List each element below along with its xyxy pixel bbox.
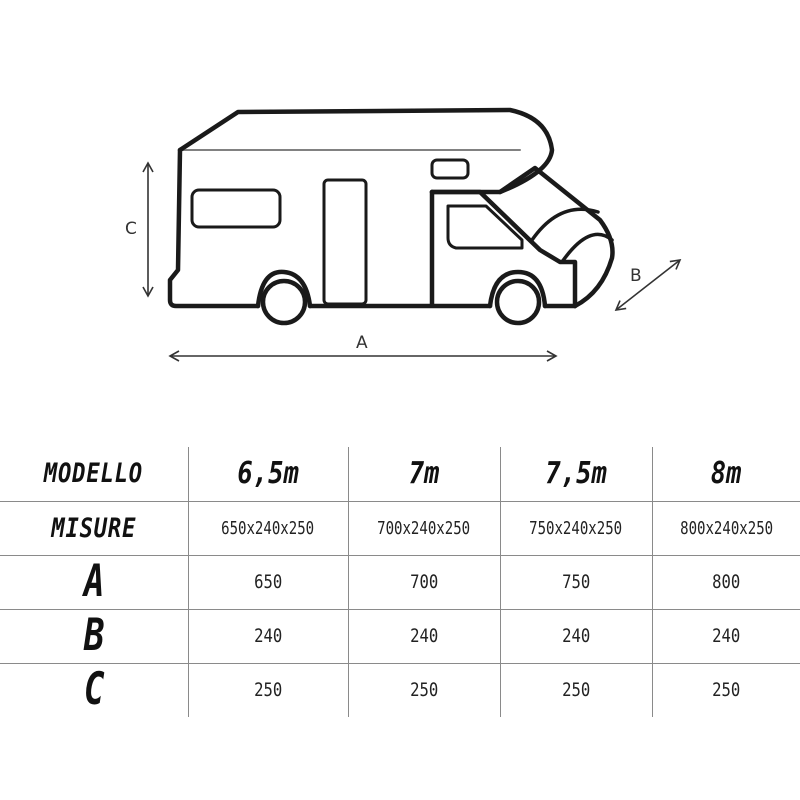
cab-window xyxy=(448,206,522,248)
model-label: 6,5m xyxy=(237,456,299,492)
row-label-a: A xyxy=(83,556,105,607)
camper-outline xyxy=(170,110,613,323)
modello-label: MODELLO xyxy=(44,458,144,490)
header-modello-cell xyxy=(0,447,188,501)
misure-value: 700x240x250 xyxy=(377,517,471,539)
misure-cell xyxy=(652,501,800,555)
misure-value: 750x240x250 xyxy=(529,517,623,539)
table-header-row xyxy=(0,447,800,501)
cell-value: 250 xyxy=(409,679,439,702)
misure-value: 800x240x250 xyxy=(679,517,773,539)
model-cell xyxy=(348,447,500,501)
misure-cell xyxy=(500,501,652,555)
table-cell xyxy=(652,663,800,717)
misure-label: MISURE xyxy=(51,512,137,544)
row-label-c: C xyxy=(83,664,105,716)
model-cell xyxy=(188,447,348,501)
cell-value: 240 xyxy=(712,625,741,647)
table-cell xyxy=(348,663,500,717)
table-cell xyxy=(500,663,652,717)
cell-value: 700 xyxy=(409,571,439,593)
model-cell xyxy=(500,447,652,501)
table-cell xyxy=(348,609,500,663)
side-window xyxy=(192,190,280,227)
misure-cell xyxy=(188,501,348,555)
overcab-window xyxy=(432,160,468,178)
rear-wheel xyxy=(263,281,305,323)
table-row-b xyxy=(0,609,800,663)
table-cell xyxy=(188,555,348,609)
misure-cell xyxy=(348,501,500,555)
table-row-misure xyxy=(0,501,800,555)
table-cell xyxy=(652,555,800,609)
misure-value: 650x240x250 xyxy=(221,517,315,539)
row-label-cell xyxy=(0,555,188,609)
model-label: 8m xyxy=(710,456,742,492)
cell-value: 250 xyxy=(712,679,741,702)
size-table xyxy=(0,447,800,717)
table-cell xyxy=(500,555,652,609)
model-label: 7,5m xyxy=(545,456,607,492)
dimension-label-c: C xyxy=(125,219,137,239)
cell-value: 240 xyxy=(561,625,591,647)
table-cell xyxy=(188,609,348,663)
cell-value: 240 xyxy=(253,625,283,647)
table-cell xyxy=(348,555,500,609)
table-cell xyxy=(652,609,800,663)
table-row-c xyxy=(0,663,800,717)
misure-label-cell xyxy=(0,501,188,555)
dimension-label-b: B xyxy=(630,266,642,286)
cell-value: 240 xyxy=(409,625,439,647)
row-label-b: B xyxy=(83,610,105,661)
cell-value: 800 xyxy=(712,571,741,593)
cell-value: 750 xyxy=(561,571,591,593)
dimension-label-a: A xyxy=(356,333,368,353)
table-row-a xyxy=(0,555,800,609)
row-label-cell xyxy=(0,609,188,663)
dimension-arrow-b xyxy=(616,260,680,310)
table-cell xyxy=(188,663,348,717)
cell-value: 250 xyxy=(253,679,283,702)
cell-value: 650 xyxy=(253,571,283,593)
model-cell xyxy=(652,447,800,501)
model-label: 7m xyxy=(408,456,440,492)
table-cell xyxy=(500,609,652,663)
entry-door xyxy=(324,180,366,304)
row-label-cell xyxy=(0,663,188,717)
front-wheel xyxy=(497,281,539,323)
cell-value: 250 xyxy=(561,679,591,702)
cab-cover-fold-2 xyxy=(562,234,612,262)
